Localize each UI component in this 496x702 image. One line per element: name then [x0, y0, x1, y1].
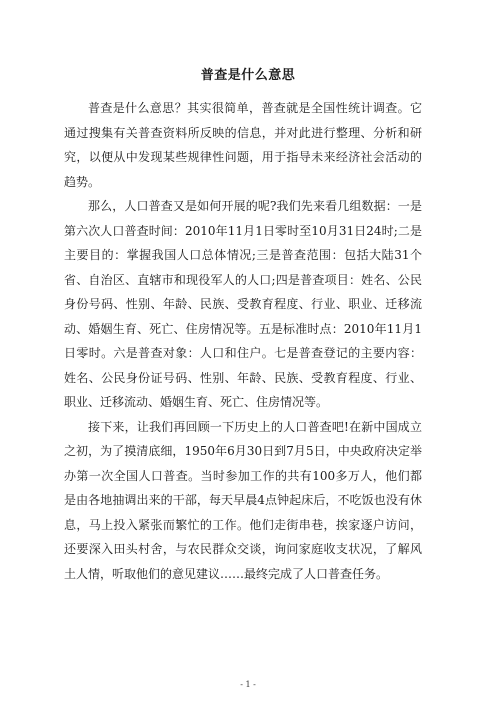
document-body	[64, 96, 422, 586]
paragraph-1: 普查是什么意思？其实很简单，普查就是全国性统计调查。它通过搜集有关普查资料所反映的信息，并对此进行整理、分析和研究，以便从中发现某些规律性问题，用于指导未来经济社会活动的趋势。	[64, 101, 422, 189]
paragraph-2: 那么，人口普查又是如何开展的呢?我们先来看几组数据：一是第六次人口普查时间：2010年11月1日零时至10月31日24时;二是主要目的：掌握我国人口总体情况;三是普查范围：包括大陆31个省、自治区、直辖市和现役军人的人口;四是普查项目：姓名、公民身份号码、性别、年龄、民族、受教育程度、行业、职业、迁移流动、婚姻生育、死亡、住房情况等。五是标准时点：2010年11月1日零时。六是普查对象：人口和住户。七是普查登记的主要内容：姓名、公民身份证号码、性别、年龄、民族、受教育程度、行业、职业、迁移流动、婚姻生育、死亡、住房情况等。	[64, 199, 422, 409]
page-title: 普查是什么意思	[200, 68, 296, 83]
paragraph-3: 接下来，让我们再回顾一下历史上的人口普查吧!在新中国成立之初，为了摸清底细，1950年6月30日到7月5日，中央政府决定举办第一次全国人口普查。当时参加工作的共有100多万人，他们都是由各地抽调出来的干部，每天早晨4点钟起床后，不吃饭也没有休息，马上投入紧张而繁忙的工作。他们走街串巷，挨家逐户访问，还要深入田头村舍，与农民群众交谈，询问家庭收支状况，了解风土人情，听取他们的意见建议……最终完成了人口普查任务。	[64, 419, 422, 581]
page-number: - 1 -	[240, 680, 256, 689]
